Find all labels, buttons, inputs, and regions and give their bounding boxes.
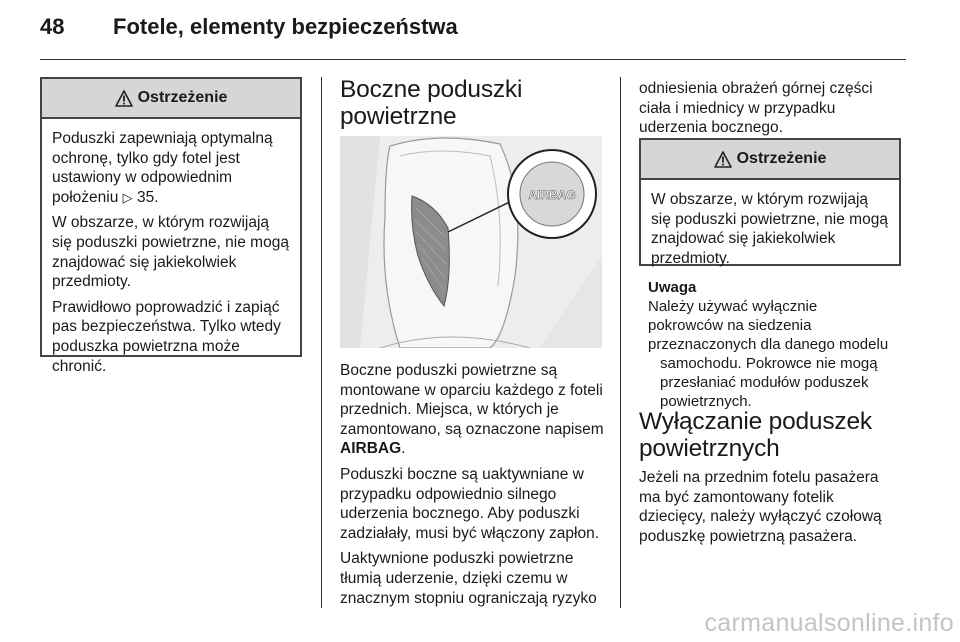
airbag-marking: AIRBAG [340,440,402,458]
warning-triangle-icon [115,90,133,107]
warning-title: Ostrzeżenie [736,150,827,167]
note-text [648,297,914,411]
warning-body [42,119,300,388]
side-airbags-text [340,361,606,614]
watermark: carmanualsonline.info [704,609,954,637]
page-number: 48 [40,14,65,39]
page-reference-icon: ▷ [122,189,133,205]
column-divider-2 [620,77,621,608]
warning-header [641,140,899,180]
note-line: pokrowców na siedzenia [648,317,812,334]
continued-text: odniesienia obrażeń górnej części ciała i miednicy w przypadku uderzenia bocznego. [639,80,873,137]
seat-airbag-figure [340,136,602,348]
column-divider-1 [321,77,322,608]
warning-paragraph [52,129,290,207]
header-rule [40,59,906,60]
paragraph: Poduszki boczne są uaktywniane w przypadku odpowiednio silnego uderzenia bocznego. Aby poduszki zadziałały, musi być włączony zapłon. [340,465,600,542]
column-right [639,79,911,144]
note-label: Uwaga [648,279,697,296]
page-title: Fotele, elementy bezpieczeństwa [113,14,458,39]
warning-box-right [639,138,901,266]
seat-illustration [340,136,602,348]
warning-triangle-icon [714,151,732,168]
paragraph-text: Boczne poduszki powietrzne są montowane w oparciu każdego z foteli przednich. Miejsca, w których je zamontowano, są oznaczone napisem [340,362,604,438]
warning-text: Poduszki zapewniają optymalną ochronę, tylko gdy fotel jest ustawiony w odpowiednim położeniu [52,130,273,206]
warning-paragraph: W obszarze, w którym rozwijają się poduszki powietrzne, nie mogą znajdować się jakiekolwiek przedmioty. [651,191,888,267]
warning-body [641,180,899,280]
note-line: przeznaczonych dla danego modelu [648,336,889,353]
section-disable-airbags [639,408,909,552]
note-line: samochodu. Pokrowce nie mogą przesłaniać modułów poduszek powietrznych. [660,355,878,410]
paragraph: Uaktywnione poduszki powietrzne tłumią uderzenie, dzięki czemu w znacznym stopniu ograniczają ryzyko [340,550,597,607]
note-block [634,279,914,411]
warning-title: Ostrzeżenie [137,89,228,106]
warning-box-left [40,77,302,375]
warning-paragraph: Prawidłowo poprowadzić i zapiąć pas bezpieczeństwa. Tylko wtedy poduszka powietrzna może chronić. [52,298,281,375]
section-heading: Wyłączanie poduszek powietrznych [639,408,872,462]
note-line: Należy używać wyłącznie [648,298,818,315]
column-side-airbags [340,76,602,130]
section-heading: Boczne poduszki powietrzne [340,76,523,130]
paragraph: Jeżeli na przednim fotelu pasażera ma być zamontowany fotelik dziecięcy, należy wyłączyć czołową poduszkę powietrzną pasażera. [639,469,882,545]
warning-header [42,79,300,119]
page-reference[interactable]: 35. [136,188,159,206]
paragraph-text: . [401,440,406,458]
warning-paragraph: W obszarze, w którym rozwijają się poduszki powietrzne, nie mogą znajdować się jakiekolwiek przedmioty. [52,214,289,291]
paragraph [340,361,606,459]
airbag-label: AIRBAG [528,188,576,202]
